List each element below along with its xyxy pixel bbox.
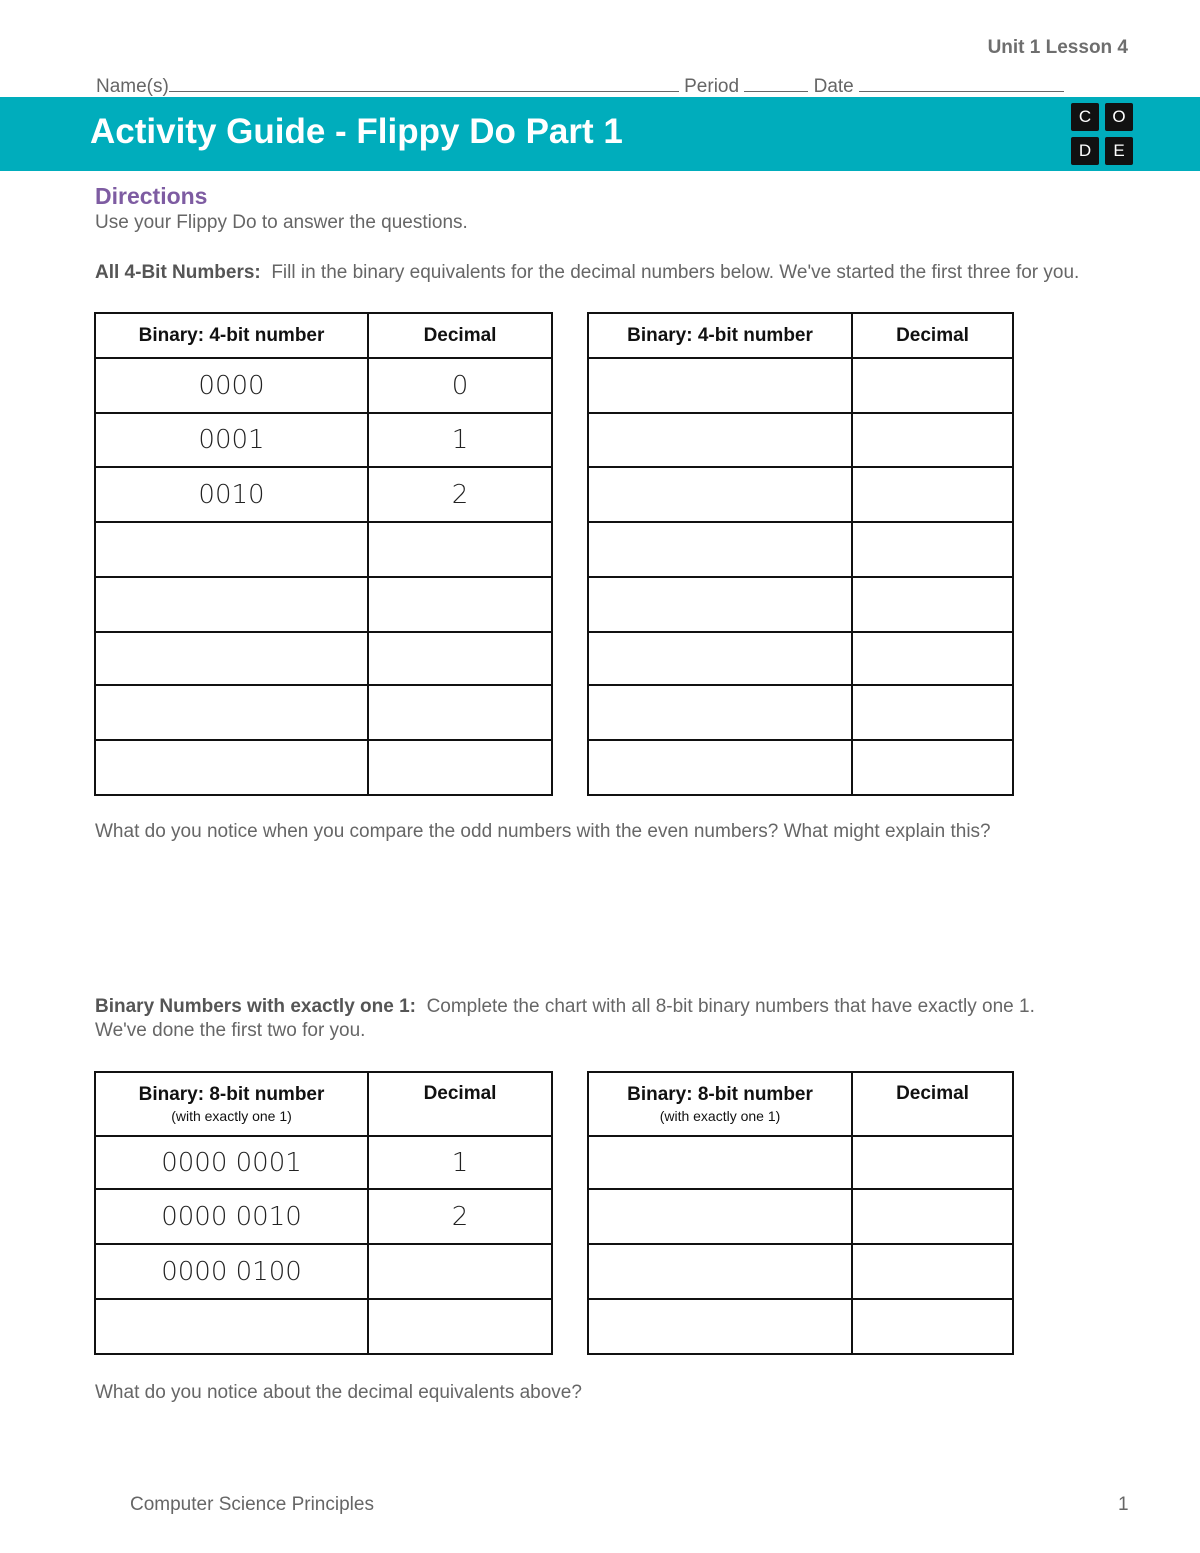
binary-cell[interactable]: 0000 0010 [95, 1189, 368, 1244]
decimal-cell[interactable] [368, 522, 552, 577]
binary-cell[interactable]: 0001 [95, 413, 368, 467]
binary-cell[interactable] [588, 632, 852, 685]
column-header-binary [588, 1072, 852, 1136]
date-label: Date [813, 76, 854, 97]
decimal-cell[interactable] [852, 522, 1013, 577]
name-period-date-line [96, 73, 1064, 98]
column-header-decimal: Decimal [368, 313, 552, 358]
table-row [95, 522, 552, 577]
binary-cell[interactable] [588, 577, 852, 632]
table-row [588, 577, 1013, 632]
column-header-decimal: Decimal [852, 1072, 1013, 1136]
binary-cell[interactable]: 0000 0100 [95, 1244, 368, 1299]
decimal-cell[interactable] [852, 577, 1013, 632]
decimal-cell[interactable] [368, 1244, 552, 1299]
decimal-cell[interactable] [852, 1189, 1013, 1244]
section2-text-2: We've done the first two for you. [95, 1020, 366, 1041]
binary-cell[interactable] [588, 1136, 852, 1189]
table-row [95, 1299, 552, 1354]
binary-cell[interactable] [588, 740, 852, 795]
binary-cell[interactable] [95, 522, 368, 577]
eight-bit-table-left [94, 1071, 553, 1355]
binary-cell[interactable] [95, 740, 368, 795]
binary-cell[interactable] [95, 577, 368, 632]
column-header-decimal: Decimal [368, 1072, 552, 1136]
table-row [95, 358, 552, 413]
column-header-decimal: Decimal [852, 313, 1013, 358]
column-header-binary [95, 1072, 368, 1136]
logo-letter: C [1071, 103, 1099, 131]
section2-question: What do you notice about the decimal equivalents above? [95, 1382, 582, 1403]
binary-cell[interactable]: 0000 [95, 358, 368, 413]
header-binary-label: Binary: 8-bit number [138, 1084, 325, 1105]
eight-bit-table-right [587, 1071, 1014, 1355]
logo-letter: D [1071, 137, 1099, 165]
binary-cell[interactable] [588, 1244, 852, 1299]
period-field[interactable] [744, 73, 808, 92]
table-row [588, 413, 1013, 467]
binary-cell[interactable] [588, 1189, 852, 1244]
table-row [588, 1136, 1013, 1189]
binary-cell[interactable] [588, 467, 852, 522]
section2-text: Complete the chart with all 8-bit binary numbers that have exactly one 1. [426, 996, 1035, 1017]
table-row [95, 740, 552, 795]
decimal-cell[interactable]: 0 [368, 358, 552, 413]
table-row [95, 685, 552, 740]
binary-cell[interactable] [588, 358, 852, 413]
binary-cell[interactable] [95, 1299, 368, 1354]
unit-lesson-label: Unit 1 Lesson 4 [987, 37, 1128, 58]
table-row [95, 1136, 552, 1189]
decimal-cell[interactable] [852, 1244, 1013, 1299]
binary-cell[interactable] [95, 685, 368, 740]
table-row [95, 467, 552, 522]
decimal-cell[interactable] [368, 632, 552, 685]
binary-cell[interactable] [588, 522, 852, 577]
binary-cell[interactable] [588, 413, 852, 467]
decimal-cell[interactable] [368, 685, 552, 740]
logo-letter: E [1105, 137, 1133, 165]
decimal-cell[interactable] [852, 413, 1013, 467]
decimal-cell[interactable] [852, 685, 1013, 740]
table-row [95, 632, 552, 685]
directions-heading: Directions [95, 183, 208, 209]
section2-label: Binary Numbers with exactly one 1: [95, 996, 416, 1017]
section1-label: All 4-Bit Numbers: [95, 262, 261, 283]
page-title: Activity Guide - Flippy Do Part 1 [90, 112, 623, 151]
table-row [95, 413, 552, 467]
four-bit-table-left [94, 312, 553, 796]
binary-cell[interactable]: 0000 0001 [95, 1136, 368, 1189]
section1-instructions [95, 261, 1079, 285]
directions-text: Use your Flippy Do to answer the questions. [95, 212, 468, 233]
period-label: Period [684, 76, 740, 97]
header-binary-sublabel: (with exactly one 1) [171, 1108, 292, 1124]
table-row [588, 1189, 1013, 1244]
decimal-cell[interactable]: 1 [368, 413, 552, 467]
name-label: Name(s) [96, 76, 169, 97]
header-binary-sublabel: (with exactly one 1) [659, 1108, 781, 1124]
footer-course: Computer Science Principles [130, 1494, 374, 1515]
date-field[interactable] [859, 73, 1064, 92]
decimal-cell[interactable]: 1 [368, 1136, 552, 1189]
binary-cell[interactable] [95, 632, 368, 685]
decimal-cell[interactable] [368, 577, 552, 632]
four-bit-table-right [587, 312, 1014, 796]
decimal-cell[interactable] [852, 1299, 1013, 1354]
table-row [588, 522, 1013, 577]
column-header-binary: Binary: 4-bit number [588, 313, 852, 358]
footer-page-number: 1 [1118, 1494, 1129, 1515]
section1-question: What do you notice when you compare the odd numbers with the even numbers? What might explain this? [95, 821, 991, 842]
binary-cell[interactable] [588, 685, 852, 740]
table-row [588, 740, 1013, 795]
header-binary-label: Binary: 8-bit number [627, 1084, 813, 1105]
decimal-cell[interactable] [368, 1299, 552, 1354]
decimal-cell[interactable]: 2 [368, 1189, 552, 1244]
decimal-cell[interactable] [368, 740, 552, 795]
table-row [588, 1244, 1013, 1299]
section2-instructions [95, 995, 1035, 1043]
table-row [95, 1189, 552, 1244]
table-row [95, 577, 552, 632]
name-field[interactable] [169, 73, 679, 92]
decimal-cell[interactable] [852, 467, 1013, 522]
table-row [588, 358, 1013, 413]
column-header-binary: Binary: 4-bit number [95, 313, 368, 358]
binary-cell[interactable]: 0010 [95, 467, 368, 522]
code-org-logo [1071, 103, 1135, 167]
decimal-cell[interactable] [852, 358, 1013, 413]
logo-letter: O [1105, 103, 1133, 131]
table-row [588, 632, 1013, 685]
table-row [588, 467, 1013, 522]
decimal-cell[interactable] [852, 1136, 1013, 1189]
table-row [95, 1244, 552, 1299]
binary-cell[interactable] [588, 1299, 852, 1354]
table-row [588, 1299, 1013, 1354]
decimal-cell[interactable] [852, 740, 1013, 795]
decimal-cell[interactable] [852, 632, 1013, 685]
section1-text: Fill in the binary equivalents for the decimal numbers below. We've started the first three for you. [271, 262, 1080, 283]
table-row [588, 685, 1013, 740]
decimal-cell[interactable]: 2 [368, 467, 552, 522]
